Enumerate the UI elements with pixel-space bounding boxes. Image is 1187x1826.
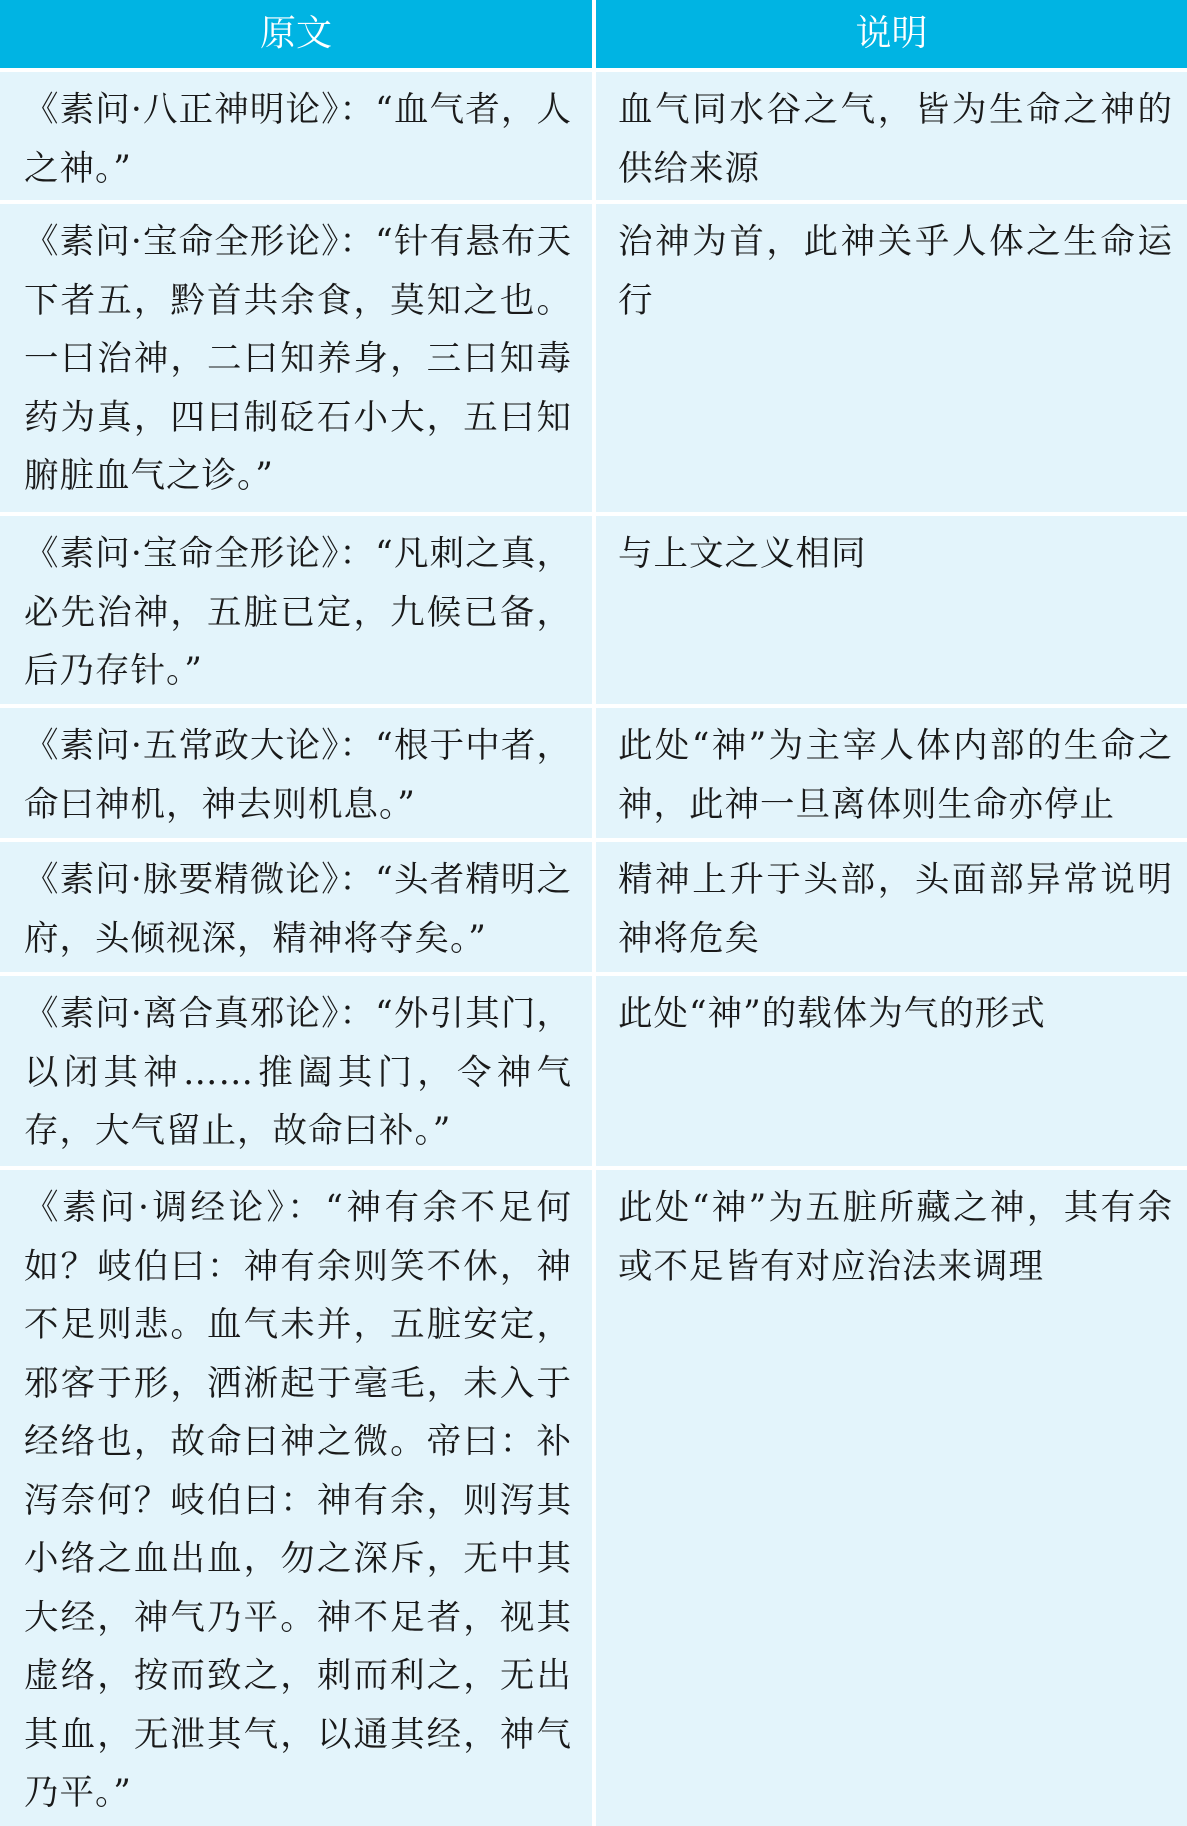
note-text: 此处“神”为主宰人体内部的生命之神，此神一旦离体则生命亦停止 — [618, 726, 1173, 825]
table-row — [0, 1170, 1187, 1826]
note-cell — [596, 708, 1187, 838]
note-cell — [596, 1170, 1187, 1826]
source-text: 《素问·五常政大论》：“根于中者，命曰神机，神去则机息。” — [24, 726, 572, 825]
note-cell — [596, 976, 1187, 1166]
table-row — [0, 516, 1187, 704]
source-cell — [0, 204, 592, 512]
note-text: 此处“神”为五脏所藏之神，其有余或不足皆有对应治法来调理 — [618, 1188, 1173, 1287]
source-text: 《素问·八正神明论》：“血气者，人之神。” — [24, 90, 572, 189]
header-original-text: 原文 — [0, 0, 592, 68]
header-explanation: 说明 — [596, 0, 1187, 68]
note-cell — [596, 204, 1187, 512]
table-row — [0, 976, 1187, 1166]
source-text: 《素问·脉要精微论》：“头者精明之府，头倾视深，精神将夺矣。” — [24, 860, 572, 959]
source-text: 《素问·宝命全形论》：“针有悬布天下者五，黔首共余食，莫知之也。一曰治神，二曰知养身，三曰知毒药为真，四曰制砭石小大，五曰知腑脏血气之诊。” — [24, 222, 572, 496]
note-text: 血气同水谷之气，皆为生命之神的供给来源 — [618, 90, 1173, 189]
table-row — [0, 842, 1187, 972]
source-text: 《素问·离合真邪论》：“外引其门，以闭其神……推阖其门，令神气存，大气留止，故命曰补。” — [24, 994, 572, 1151]
source-cell — [0, 708, 592, 838]
source-cell — [0, 72, 592, 200]
table-row — [0, 708, 1187, 838]
table-row — [0, 72, 1187, 200]
note-cell — [596, 72, 1187, 200]
source-cell — [0, 516, 592, 704]
source-text: 《素问·宝命全形论》：“凡刺之真，必先治神，五脏已定，九候已备，后乃存针。” — [24, 534, 572, 691]
source-cell — [0, 1170, 592, 1826]
note-cell — [596, 516, 1187, 704]
note-text: 与上文之义相同 — [618, 534, 867, 574]
source-cell — [0, 842, 592, 972]
source-cell — [0, 976, 592, 1166]
table-header — [0, 0, 1187, 68]
note-text: 治神为首，此神关乎人体之生命运行 — [618, 222, 1173, 321]
note-cell — [596, 842, 1187, 972]
table-row — [0, 204, 1187, 512]
note-text: 此处“神”的载体为气的形式 — [618, 994, 1046, 1034]
source-text: 《素问·调经论》：“神有余不足何如？岐伯曰：神有余则笑不休，神不足则悲。血气未并，五脏安定，邪客于形，洒淅起于毫毛，未入于经络也，故命曰神之微。帝曰：补泻奈何？岐伯曰：神有余，则泻其小络之血出血，勿之深斥，无中其大经，神气乃平。神不足者，视其虚络，按而致之，刺而利之，无出其血，无泄其气，以通其经，神气乃平。” — [24, 1188, 572, 1813]
note-text: 精神上升于头部，头面部异常说明神将危矣 — [618, 860, 1173, 959]
